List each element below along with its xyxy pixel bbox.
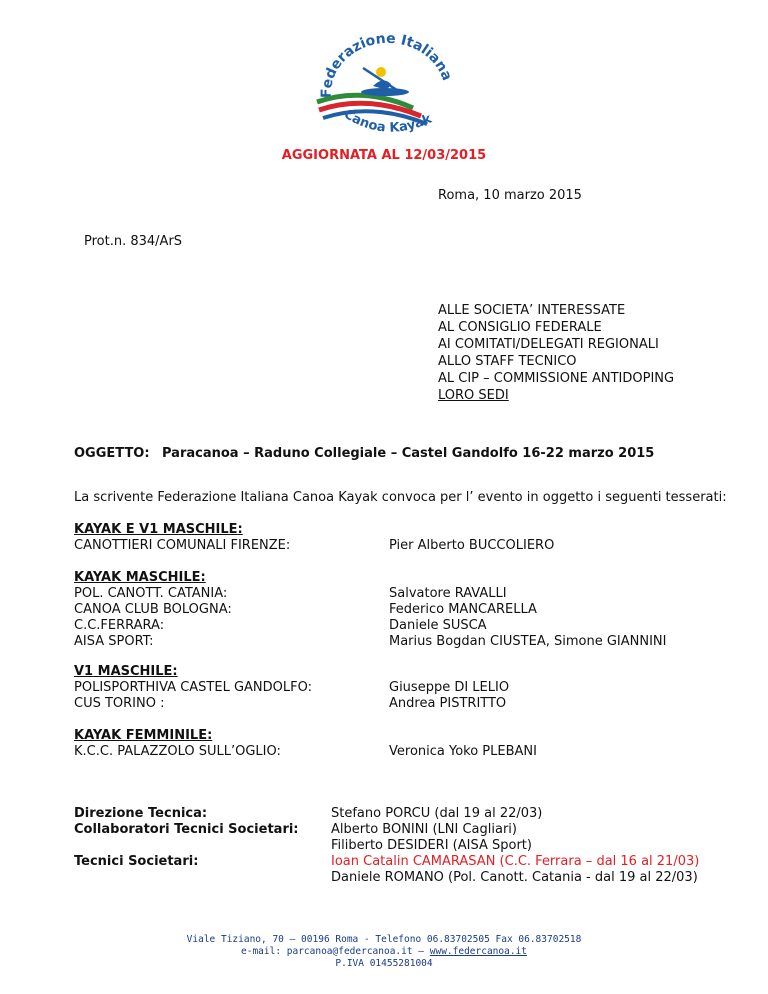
staff-line-highlight: Ioan Catalin CAMARASAN (C.C. Ferrara – dal 16 al 21/03) (331, 854, 700, 869)
recipient-line: AI COMITATI/DELEGATI REGIONALI (438, 337, 659, 352)
kayaker-icon (361, 67, 409, 96)
subject-text: Paracanoa – Raduno Collegiale – Castel Gandolfo 16-22 marzo 2015 (162, 446, 655, 461)
recipient-line: AL CONSIGLIO FEDERALE (438, 320, 602, 335)
logo-arc-bottom-text: Canoa Kayak (340, 106, 434, 136)
athletes-list (389, 680, 509, 712)
staff-line: Filiberto DESIDERI (AISA Sport) (331, 838, 532, 853)
club-name: C.C.FERRARA: (74, 618, 165, 633)
section-kayak-maschile (74, 570, 232, 650)
footer-website-link[interactable]: www.federcanoa.it (429, 946, 527, 957)
section-kayak-femminile (74, 728, 281, 760)
recipient-line: LORO SEDI (438, 388, 509, 403)
club-name: K.C.C. PALAZZOLO SULL’OGLIO: (74, 744, 281, 759)
direzione-label: Direzione Tecnica: (74, 806, 208, 821)
recipients-list (438, 302, 674, 404)
tecnici-label: Tecnici Societari: (74, 854, 199, 869)
footer-address: Viale Tiziano, 70 – 00196 Roma - Telefono 06.83702505 Fax 06.83702518 (186, 934, 582, 945)
collaboratori-label: Collaboratori Tecnici Societari: (74, 822, 299, 837)
recipient-line: ALLO STAFF TECNICO (438, 354, 577, 369)
place-date: Roma, 10 marzo 2015 (438, 188, 582, 203)
athlete-names: Pier Alberto BUCCOLIERO (389, 538, 555, 553)
footer-contacts (0, 946, 768, 958)
club-name: CUS TORINO : (74, 696, 165, 711)
athlete-names: Andrea PISTRITTO (389, 696, 507, 711)
club-name: POLISPORTHIVA CASTEL GANDOLFO: (74, 680, 312, 695)
athlete-names: Veronica Yoko PLEBANI (389, 744, 537, 759)
athlete-names: Daniele SUSCA (389, 618, 487, 633)
update-notice: AGGIORNATA AL 12/03/2015 (281, 148, 487, 163)
footer-vat: P.IVA 01455281004 (335, 958, 433, 969)
section-heading: V1 MASCHILE: (74, 664, 178, 679)
section-heading: KAYAK FEMMINILE: (74, 728, 213, 743)
club-name: CANOTTIERI COMUNALI FIRENZE: (74, 538, 291, 553)
staff-line: Stefano PORCU (dal 19 al 22/03) (331, 806, 543, 821)
intro-paragraph: La scrivente Federazione Italiana Canoa Kayak convoca per l’ evento in oggetto i seguenti tesserati: (74, 490, 727, 505)
subject-line (74, 446, 654, 461)
staff-labels (74, 806, 299, 870)
athlete-names: Federico MANCARELLA (389, 602, 537, 617)
subject-label: OGGETTO: (74, 446, 150, 461)
recipient-line: ALLE SOCIETA’ INTERESSATE (438, 303, 626, 318)
club-name: AISA SPORT: (74, 634, 154, 649)
logo-arc-top-text: Federazione Italiana (318, 30, 455, 99)
footer (0, 934, 768, 970)
protocol-number: Prot.n. 834/ArS (84, 234, 183, 249)
section-heading: KAYAK E V1 MASCHILE: (74, 522, 243, 537)
athlete-names: Salvatore RAVALLI (389, 586, 507, 601)
athletes-list (389, 586, 666, 650)
staff-line: Daniele ROMANO (Pol. Canott. Catania - dal 19 al 22/03) (331, 870, 698, 885)
staff-names (331, 806, 699, 886)
athletes-list (389, 538, 554, 554)
section-kayak-v1-maschile (74, 522, 290, 554)
club-name: POL. CANOTT. CATANIA: (74, 586, 228, 601)
athlete-names: Marius Bogdan CIUSTEA, Simone GIANNINI (389, 634, 667, 649)
footer-email: e-mail: parcanoa@federcanoa.it – (241, 946, 430, 957)
staff-line: Alberto BONINI (LNI Cagliari) (331, 822, 517, 837)
athletes-list (389, 744, 537, 760)
federation-logo (303, 28, 465, 146)
recipient-line: AL CIP – COMMISSIONE ANTIDOPING (438, 371, 675, 386)
logo-graphic (303, 28, 465, 146)
club-name: CANOA CLUB BOLOGNA: (74, 602, 232, 617)
section-v1-maschile (74, 664, 312, 712)
section-heading: KAYAK MASCHILE: (74, 570, 206, 585)
athlete-names: Giuseppe DI LELIO (389, 680, 510, 695)
